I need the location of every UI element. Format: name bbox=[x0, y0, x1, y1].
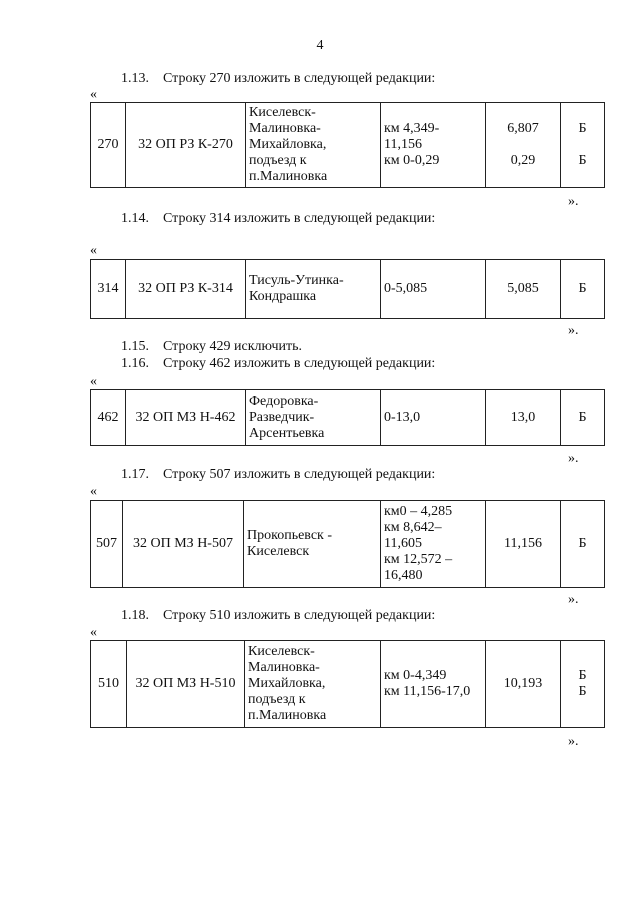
road-name: Федоровка- Разведчик- Арсентьевка bbox=[246, 390, 381, 446]
paragraph-1-15 bbox=[121, 338, 302, 355]
road-code: 32 ОП РЗ К-270 bbox=[126, 103, 246, 188]
row-number: 510 bbox=[91, 641, 127, 728]
close-quote: ». bbox=[568, 451, 579, 466]
row-number: 507 bbox=[91, 501, 123, 588]
paragraph-text: Строку 510 изложить в следующей редакции: bbox=[163, 608, 436, 623]
road-name: Прокопьевск - Киселевск bbox=[244, 501, 381, 588]
close-quote: ». bbox=[568, 592, 579, 607]
table-row-314 bbox=[90, 259, 605, 319]
km-range: км0 – 4,285 км 8,642– 11,605 км 12,572 – 16,480 bbox=[381, 501, 486, 588]
paragraph-1-16 bbox=[121, 355, 435, 372]
road-name: Тисуль-Утинка- Кондрашка bbox=[246, 260, 381, 319]
road-category: Б Б bbox=[561, 103, 605, 188]
paragraph-text: Строку 462 изложить в следующей редакции: bbox=[163, 356, 436, 371]
paragraph-text: Строку 270 изложить в следующей редакции: bbox=[163, 71, 436, 86]
row-number: 270 bbox=[91, 103, 126, 188]
paragraph-number: 1.14. bbox=[121, 211, 149, 226]
paragraph-number: 1.15. bbox=[121, 339, 149, 354]
row-number: 314 bbox=[91, 260, 126, 319]
paragraph-number: 1.17. bbox=[121, 467, 149, 482]
open-quote: « bbox=[90, 243, 97, 258]
road-code: 32 ОП МЗ Н-507 bbox=[123, 501, 244, 588]
open-quote: « bbox=[90, 484, 97, 499]
paragraph-text: Строку 314 изложить в следующей редакции: bbox=[163, 211, 436, 226]
close-quote: ». bbox=[568, 734, 579, 749]
road-category: Б bbox=[561, 501, 605, 588]
km-range: км 0-4,349 км 11,156-17,0 bbox=[381, 641, 486, 728]
paragraph-1-18 bbox=[121, 607, 435, 624]
table-row-462 bbox=[90, 389, 605, 446]
close-quote: ». bbox=[568, 323, 579, 338]
km-range: км 4,349- 11,156 км 0-0,29 bbox=[381, 103, 486, 188]
road-length: 10,193 bbox=[486, 641, 561, 728]
paragraph-1-14 bbox=[121, 210, 435, 227]
road-category: Б bbox=[561, 390, 605, 446]
paragraph-1-17 bbox=[121, 466, 435, 483]
page-number: 4 bbox=[316, 38, 324, 53]
road-category: Б bbox=[561, 260, 605, 319]
km-range: 0-5,085 bbox=[381, 260, 486, 319]
row-number: 462 bbox=[91, 390, 126, 446]
table-row-510 bbox=[90, 640, 605, 728]
paragraph-1-13 bbox=[121, 70, 435, 87]
paragraph-text: Строку 429 исключить. bbox=[163, 339, 303, 354]
road-length: 13,0 bbox=[486, 390, 561, 446]
road-name: Киселевск- Малиновка- Михайловка, подъезд к п.Малиновка bbox=[246, 103, 381, 188]
paragraph-text: Строку 507 изложить в следующей редакции: bbox=[163, 467, 436, 482]
open-quote: « bbox=[90, 374, 97, 389]
table-row-507 bbox=[90, 500, 605, 588]
road-name: Киселевск- Малиновка- Михайловка, подъезд к п.Малиновка bbox=[245, 641, 381, 728]
paragraph-number: 1.16. bbox=[121, 356, 149, 371]
road-length: 5,085 bbox=[486, 260, 561, 319]
road-code: 32 ОП РЗ К-314 bbox=[126, 260, 246, 319]
km-range: 0-13,0 bbox=[381, 390, 486, 446]
table-row-270 bbox=[90, 102, 605, 188]
road-code: 32 ОП МЗ Н-510 bbox=[127, 641, 245, 728]
paragraph-number: 1.18. bbox=[121, 608, 149, 623]
road-category: Б Б bbox=[561, 641, 605, 728]
open-quote: « bbox=[90, 87, 97, 102]
road-length: 11,156 bbox=[486, 501, 561, 588]
road-length: 6,807 0,29 bbox=[486, 103, 561, 188]
close-quote: ». bbox=[568, 194, 579, 209]
paragraph-number: 1.13. bbox=[121, 71, 149, 86]
road-code: 32 ОП МЗ Н-462 bbox=[126, 390, 246, 446]
open-quote: « bbox=[90, 625, 97, 640]
